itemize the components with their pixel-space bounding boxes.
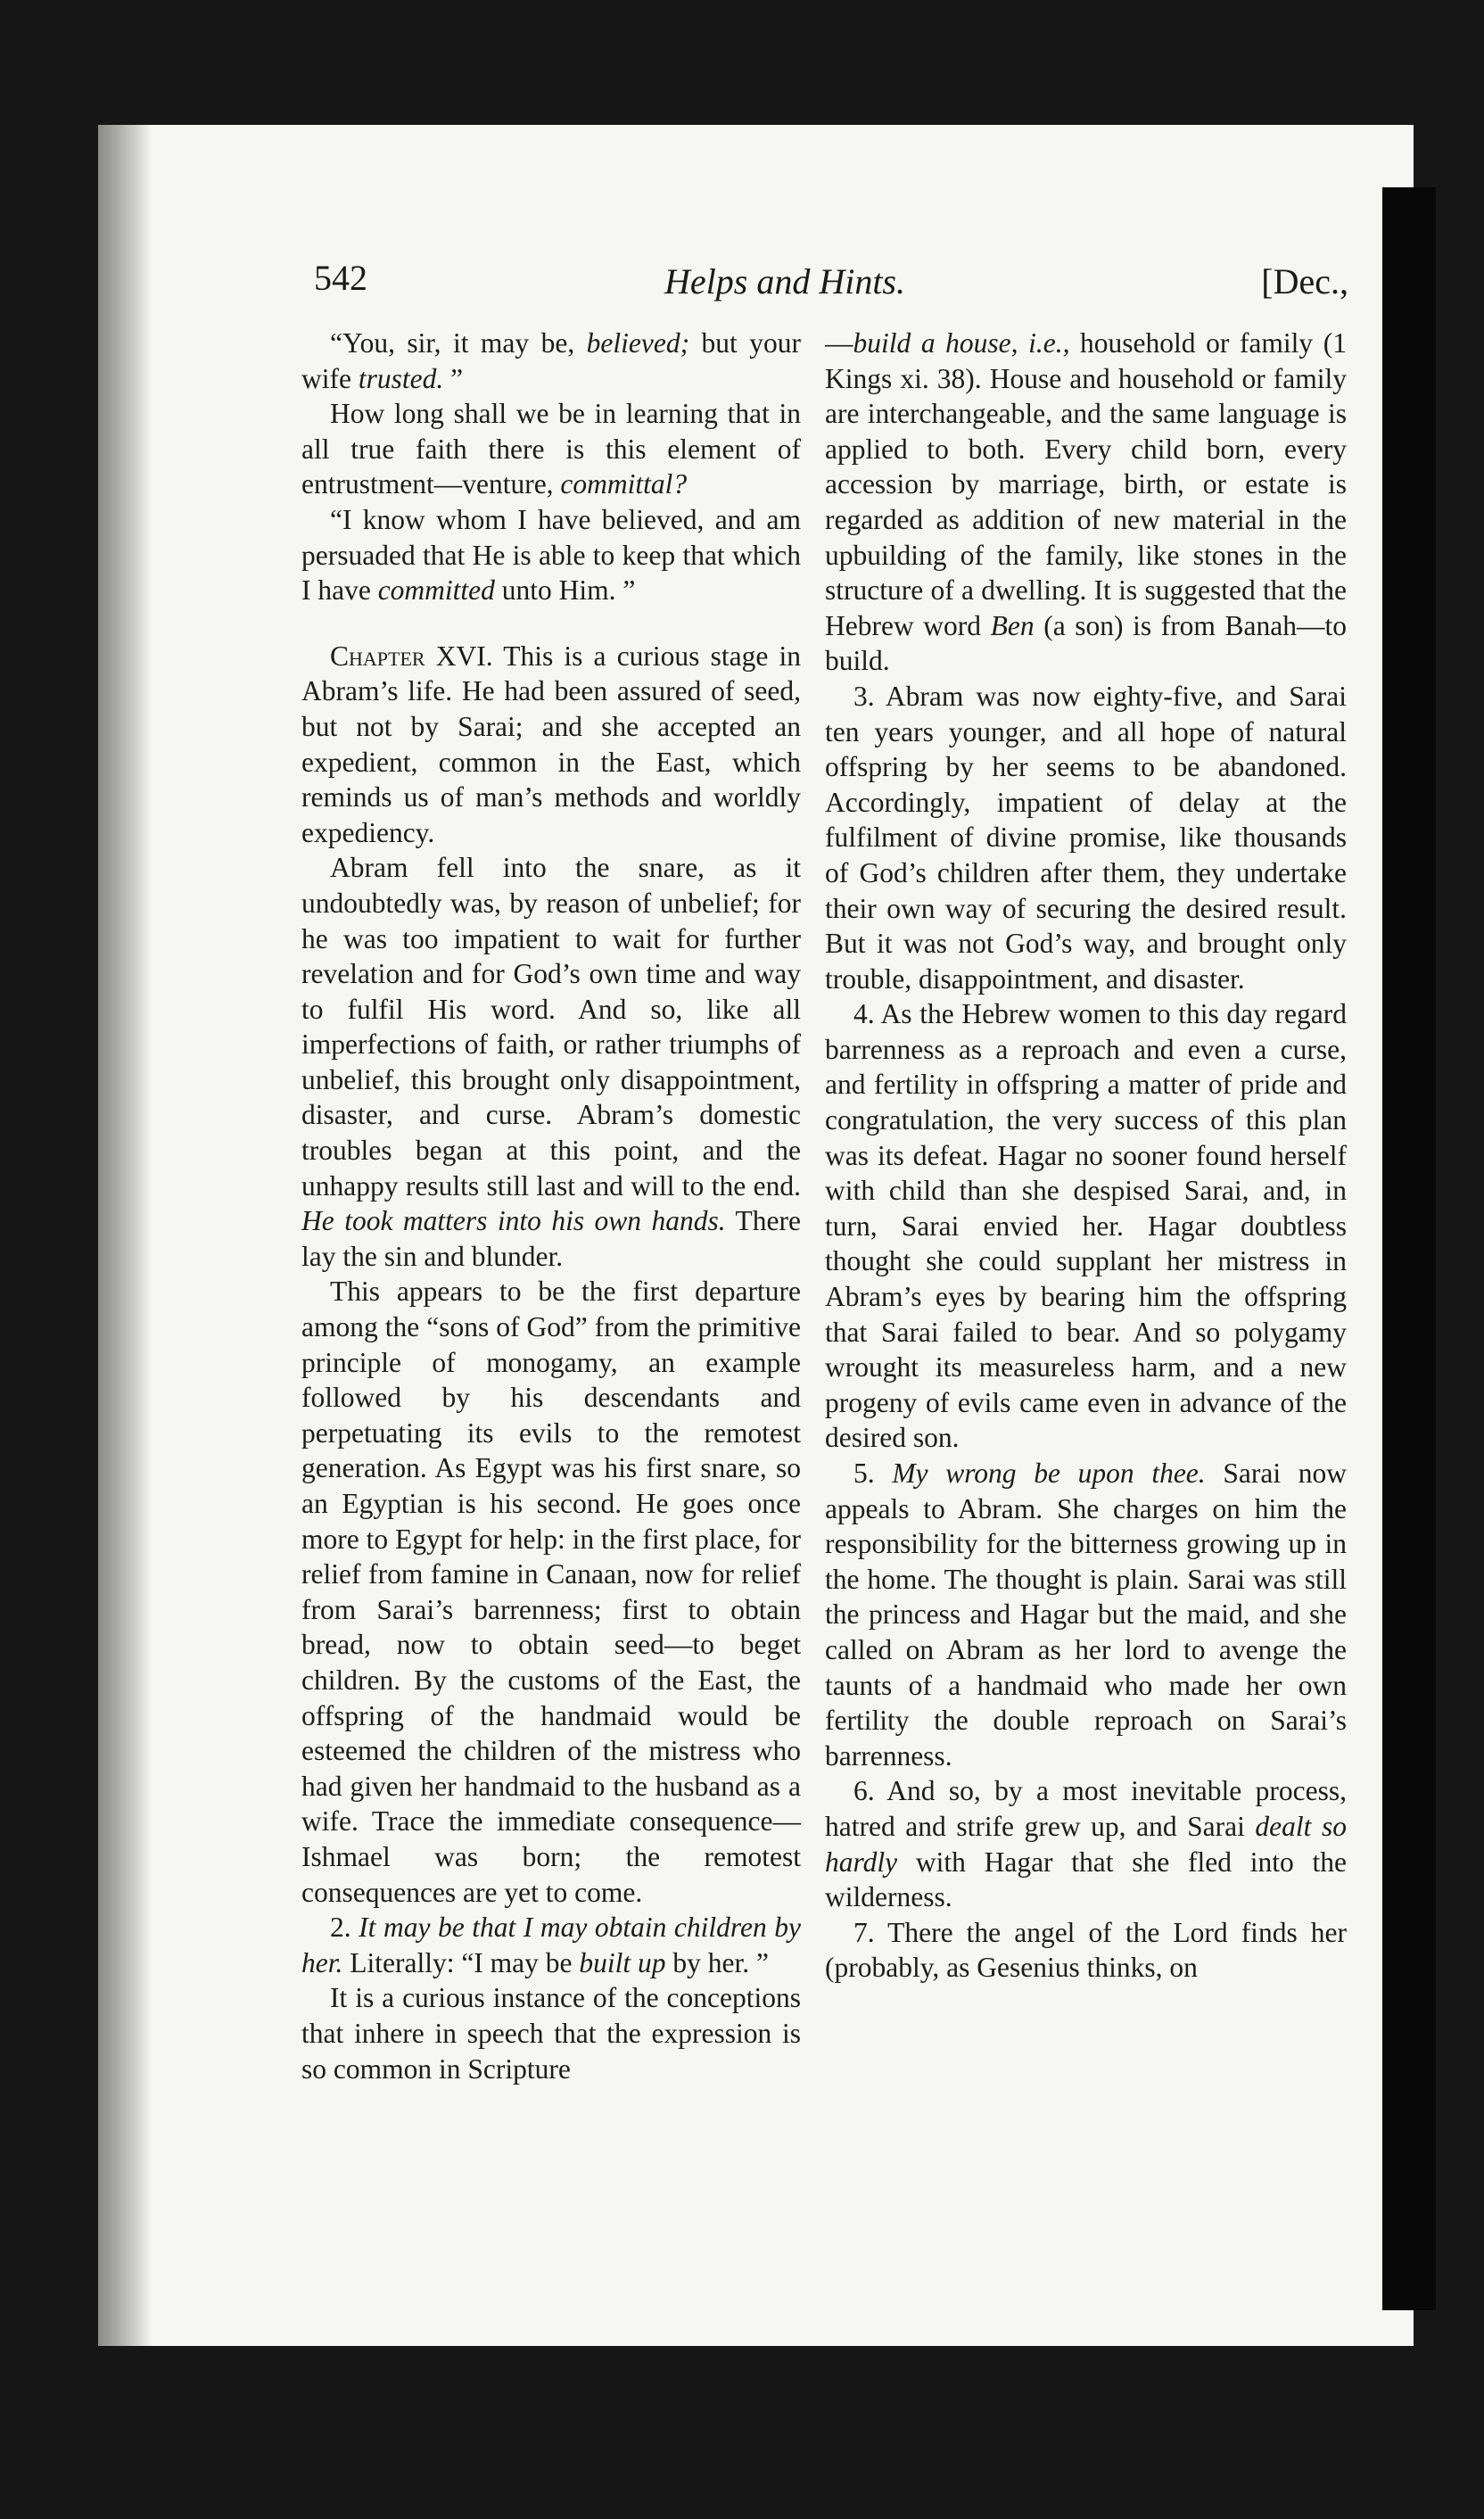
verse-paragraph: 5. My wrong be upon thee. Sarai now appeals to Abram. She charges on him the responsibility for the bitterness growing up in the home. The thought is plain. Sarai was still the princess and Hagar but the maid, and she called on Abram as her lord to avenge the taunts of a handmaid who made her own fertility the double reproach on Sarai’s barrenness. (825, 1458, 1347, 1772)
paragraph: How long shall we be in learning that in all true faith there is this element of entrustment—venture, committal? (301, 398, 801, 500)
scripture-quote: “I know whom I have believed, and am persuaded that He is able to keep that which I have committed unto Him. ” (301, 503, 801, 607)
quote-paragraph: “You, sir, it may be, believed; but your wife trusted. ” (301, 327, 801, 394)
paragraph: Abram fell into the snare, as it undoubtedly was, by reason of unbelief; for he was too impatient to wait for further revelation and for God’s own time and way to fulfil His word. And so, like all imperfections of faith, or rather triumphs of unbelief, this brought only disappointment, disaster, and curse. Abram’s domestic troubles began at this point, and the unhappy results still last and will to the end. He took matters into his own hands. There lay the sin and blunder. (301, 852, 801, 1272)
right-column (825, 326, 1347, 1986)
page-edge (1382, 187, 1436, 2310)
verse-paragraph: 2. It may be that I may obtain children by her. Literally: “I may be built up by her. ” (301, 1912, 801, 1978)
paragraph: This appears to be the first departure among the “sons of God” from the primitive principle of monogamy, an example followed by his descendants and perpetuating its evils to the remotest generation. As Egypt was his first snare, so an Egyptian is his second. He goes once more to Egypt for help: in the first place, for relief from famine in Canaan, now for relief from Sarai’s barrenness; first to obtain bread, now to obtain seed—to beget children. By the customs of the East, the offspring of the handmaid would be esteemed the children of the mistress who had given her handmaid to the husband as a wife. Trace the immediate consequence—Ishmael was born; the remotest consequences are yet to come. (301, 1276, 801, 1908)
page-gutter-shadow (98, 125, 152, 2346)
paragraph: —build a house, i.e., household or family (1 Kings xi. 38). House and household or family are interchangeable, and the same language is applied to both. Every child born, every accession by marriage, birth, or estate is regarded as addition of new material in the upbuilding of the family, like stones in the structure of a dwelling. It is suggested that the Hebrew word Ben (a son) is from Banah—to build. (825, 327, 1348, 677)
chapter-paragraph: Chapter XVI. This is a curious stage in Abram’s life. He had been assured of seed, but not by Sarai; and she accepted an expedient, common in the East, which reminds us of man’s methods and worldly expediency. (301, 640, 801, 848)
verse-paragraph: 3. Abram was now eighty-five, and Sarai ten years younger, and all hope of natural offspring by her seems to be abandoned. Accordingly, impatient of delay at the fulfilment of divine promise, like thousands of God’s children after them, they undertake their own way of securing the desired result. But it was not God’s way, and brought only trouble, disappointment, and disaster. (825, 680, 1347, 995)
verse-paragraph: 6. And so, by a most inevitable process, hatred and strife grew up, and Sarai dealt so hardly with Hagar that she fled into the wilderness. (825, 1775, 1347, 1913)
paragraph: It is a curious instance of the conceptions that inhere in speech that the expression is so common in Scripture (301, 1982, 801, 2085)
page-header (214, 257, 1356, 310)
running-title: Helps and Hints. (664, 261, 905, 301)
verse-paragraph: 4. As the Hebrew women to this day regard barrenness as a reproach and even a curse, and fertility in offspring a matter of pride and congratulation, the very success of this plan was its defeat. Hagar no sooner found herself with child than she despised Sarai, and, in turn, Sarai envied her. Hagar doubtless thought she could supplant her mistress in Abram’s eyes by bearing him the offspring that Sarai failed to bear. And so polygamy wrought its measureless harm, and a new progeny of evils came even in advance of the desired son. (825, 998, 1347, 1454)
left-column (301, 326, 801, 2086)
chapter-label: Chapter (330, 640, 425, 672)
verse-paragraph: 7. There the angel of the Lord finds her (probably, as Gesenius thinks, on (825, 1916, 1347, 1984)
page-number: 542 (314, 258, 367, 298)
month-marker: [Dec., (1261, 261, 1348, 301)
